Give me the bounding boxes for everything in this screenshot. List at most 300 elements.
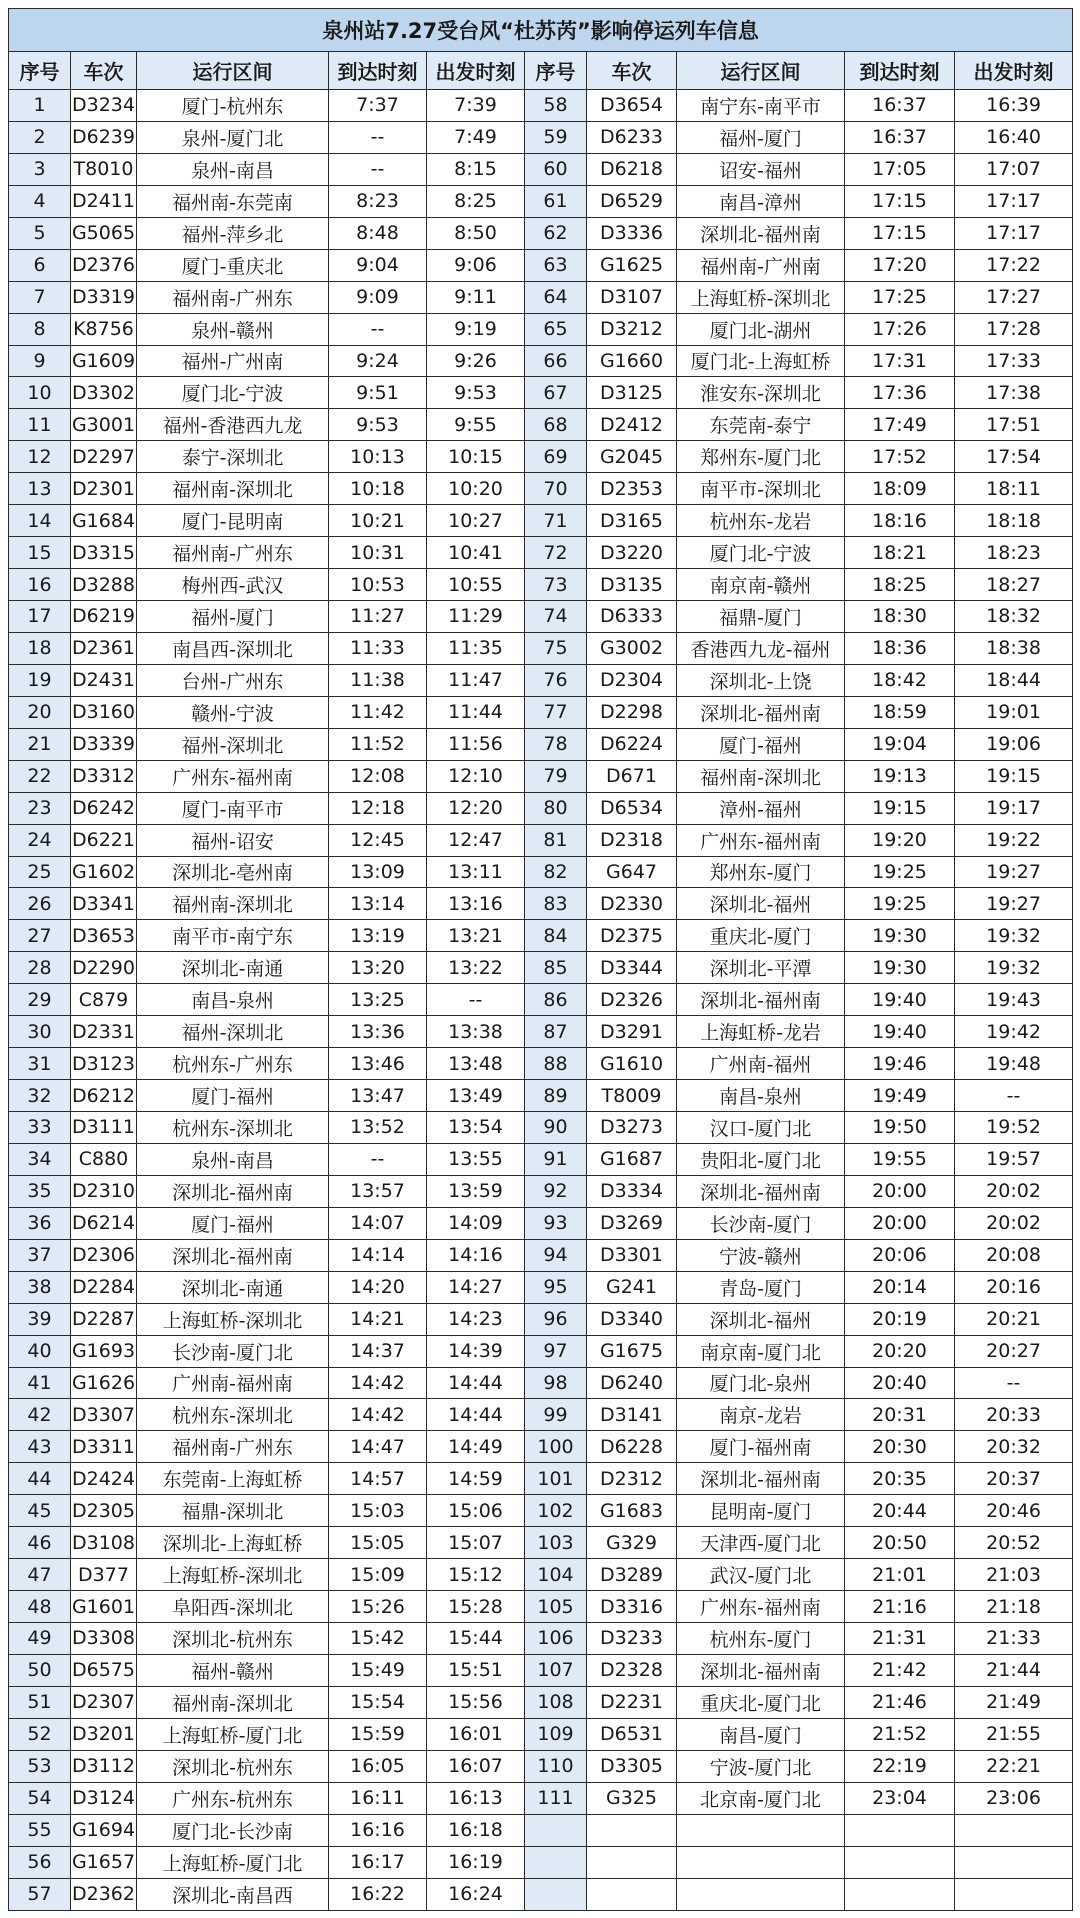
right-train-cell: D3654	[587, 90, 677, 122]
table-row	[9, 1591, 1073, 1623]
right-seq-cell: 62	[525, 217, 587, 249]
left-seq-cell: 25	[9, 856, 71, 888]
right-depart-cell: 17:17	[955, 217, 1073, 249]
right-route-cell: 深圳北-福州南	[677, 1654, 845, 1686]
right-train-cell: D3141	[587, 1399, 677, 1431]
right-route-cell: 深圳北-福州南	[677, 696, 845, 728]
left-route-cell: 深圳北-杭州东	[137, 1750, 329, 1782]
left-train-cell: G1694	[71, 1814, 137, 1846]
left-seq-cell: 56	[9, 1846, 71, 1878]
right-seq-cell: 74	[525, 601, 587, 633]
left-depart-cell: 8:50	[427, 217, 525, 249]
right-seq-cell: 95	[525, 1271, 587, 1303]
table-row	[9, 888, 1073, 920]
table-row	[9, 377, 1073, 409]
table-row	[9, 1463, 1073, 1495]
left-arrive-cell: 15:49	[329, 1654, 427, 1686]
left-arrive-cell: 11:27	[329, 601, 427, 633]
right-route-cell: 广州南-福州	[677, 1048, 845, 1080]
right-train-cell: D2304	[587, 664, 677, 696]
right-train-cell: D3334	[587, 1175, 677, 1207]
right-seq-cell: 81	[525, 824, 587, 856]
left-seq-cell: 9	[9, 345, 71, 377]
left-depart-cell: 10:15	[427, 441, 525, 473]
left-route-cell: 福州南-深圳北	[137, 473, 329, 505]
table-row	[9, 1750, 1073, 1782]
left-train-cell: D3653	[71, 920, 137, 952]
left-depart-cell: 9:11	[427, 281, 525, 313]
right-seq-cell: 94	[525, 1239, 587, 1271]
right-train-cell: D671	[587, 760, 677, 792]
table-row	[9, 1175, 1073, 1207]
right-arrive-cell: 17:52	[845, 441, 955, 473]
right-train-cell: D3344	[587, 952, 677, 984]
right-train-cell: G1660	[587, 345, 677, 377]
table-row	[9, 1143, 1073, 1175]
right-train-cell	[587, 1846, 677, 1878]
left-train-cell: D3307	[71, 1399, 137, 1431]
left-arrive-cell: --	[329, 313, 427, 345]
left-train-cell: D2301	[71, 473, 137, 505]
table-row	[9, 569, 1073, 601]
left-depart-cell: 13:21	[427, 920, 525, 952]
right-arrive-cell: 20:14	[845, 1271, 955, 1303]
right-route-cell: 东莞南-泰宁	[677, 409, 845, 441]
table-row	[9, 1367, 1073, 1399]
right-seq-cell: 88	[525, 1048, 587, 1080]
left-arrive-cell: 10:13	[329, 441, 427, 473]
right-route-cell: 郑州东-厦门	[677, 856, 845, 888]
right-train-cell: D3301	[587, 1239, 677, 1271]
left-seq-cell: 3	[9, 153, 71, 185]
left-train-cell: D3124	[71, 1782, 137, 1814]
left-route-cell: 泉州-厦门北	[137, 121, 329, 153]
left-seq-cell: 23	[9, 792, 71, 824]
left-route-cell: 南昌-泉州	[137, 984, 329, 1016]
right-seq-cell: 60	[525, 153, 587, 185]
right-route-cell: 诏安-福州	[677, 153, 845, 185]
left-train-cell: G3001	[71, 409, 137, 441]
table-row	[9, 1239, 1073, 1271]
left-arrive-cell: 13:14	[329, 888, 427, 920]
table-row	[9, 1399, 1073, 1431]
left-train-cell: G1684	[71, 505, 137, 537]
right-train-cell: D3305	[587, 1750, 677, 1782]
left-seq-cell: 40	[9, 1335, 71, 1367]
left-train-cell: D377	[71, 1559, 137, 1591]
left-depart-cell: 16:24	[427, 1878, 525, 1911]
right-depart-cell: 18:38	[955, 632, 1073, 664]
table-row	[9, 1048, 1073, 1080]
left-train-cell: D6242	[71, 792, 137, 824]
left-depart-cell: 9:06	[427, 249, 525, 281]
left-arrive-cell: 11:38	[329, 664, 427, 696]
left-depart-cell: 9:26	[427, 345, 525, 377]
table-row	[9, 664, 1073, 696]
table-row	[9, 441, 1073, 473]
right-train-cell: D2412	[587, 409, 677, 441]
left-arrive-cell: 10:53	[329, 569, 427, 601]
right-route-cell: 厦门北-湖州	[677, 313, 845, 345]
right-route-cell: 福鼎-厦门	[677, 601, 845, 633]
left-arrive-cell: 10:31	[329, 537, 427, 569]
right-route-cell	[677, 1814, 845, 1846]
left-route-cell: 深圳北-南通	[137, 952, 329, 984]
left-depart-cell: 13:16	[427, 888, 525, 920]
left-depart-cell: 9:53	[427, 377, 525, 409]
left-route-cell: 福州-深圳北	[137, 1016, 329, 1048]
right-arrive-cell: 17:15	[845, 217, 955, 249]
right-route-cell: 南京南-厦门北	[677, 1335, 845, 1367]
right-arrive-cell: 21:31	[845, 1623, 955, 1655]
right-seq-cell: 69	[525, 441, 587, 473]
left-arrive-cell: 13:47	[329, 1080, 427, 1112]
left-arrive-cell: 14:14	[329, 1239, 427, 1271]
right-seq-cell: 108	[525, 1686, 587, 1718]
left-train-cell: C879	[71, 984, 137, 1016]
left-arrive-cell: 14:21	[329, 1303, 427, 1335]
left-arrive-cell: 9:24	[329, 345, 427, 377]
left-depart-cell: 13:49	[427, 1080, 525, 1112]
right-train-cell: G1610	[587, 1048, 677, 1080]
left-depart-cell: 8:15	[427, 153, 525, 185]
right-route-cell: 深圳北-福州南	[677, 984, 845, 1016]
left-train-cell: D3311	[71, 1431, 137, 1463]
left-arrive-cell: 12:08	[329, 760, 427, 792]
left-depart-cell: 15:44	[427, 1623, 525, 1655]
right-depart-cell: 20:21	[955, 1303, 1073, 1335]
table-row	[9, 1335, 1073, 1367]
table-row	[9, 185, 1073, 217]
right-depart-cell: --	[955, 1367, 1073, 1399]
left-depart-cell: 13:55	[427, 1143, 525, 1175]
left-seq-cell: 49	[9, 1623, 71, 1655]
right-arrive-cell: 21:42	[845, 1654, 955, 1686]
right-depart-cell: 19:15	[955, 760, 1073, 792]
left-route-cell: 台州-广州东	[137, 664, 329, 696]
right-seq-cell: 86	[525, 984, 587, 1016]
left-route-cell: 杭州东-深圳北	[137, 1399, 329, 1431]
right-seq-cell: 99	[525, 1399, 587, 1431]
right-train-cell: D2328	[587, 1654, 677, 1686]
left-arrive-cell: 13:09	[329, 856, 427, 888]
left-arrive-cell: 14:47	[329, 1431, 427, 1463]
left-seq-cell: 8	[9, 313, 71, 345]
right-seq-cell: 111	[525, 1782, 587, 1814]
right-route-cell: 重庆北-厦门北	[677, 1686, 845, 1718]
right-depart-cell: 20:52	[955, 1527, 1073, 1559]
table-row	[9, 1718, 1073, 1750]
right-arrive-cell: 20:20	[845, 1335, 955, 1367]
left-depart-cell: 13:54	[427, 1112, 525, 1144]
right-seq-cell: 84	[525, 920, 587, 952]
table-row	[9, 920, 1073, 952]
left-route-cell: 南平市-南宁东	[137, 920, 329, 952]
left-depart-cell: 16:13	[427, 1782, 525, 1814]
left-arrive-cell: 14:42	[329, 1399, 427, 1431]
right-arrive-cell: 20:44	[845, 1495, 955, 1527]
right-seq-cell: 66	[525, 345, 587, 377]
left-seq-cell: 11	[9, 409, 71, 441]
table-title: 泉州站7.27受台风“杜苏芮”影响停运列车信息	[9, 9, 1073, 52]
left-depart-cell: 11:29	[427, 601, 525, 633]
right-depart-cell: 19:22	[955, 824, 1073, 856]
left-train-cell: G1601	[71, 1591, 137, 1623]
left-seq-cell: 16	[9, 569, 71, 601]
left-arrive-cell: 16:16	[329, 1814, 427, 1846]
left-depart-cell: 10:27	[427, 505, 525, 537]
left-arrive-cell: 13:20	[329, 952, 427, 984]
left-seq-cell: 38	[9, 1271, 71, 1303]
left-route-cell: 厦门北-宁波	[137, 377, 329, 409]
left-depart-cell: 10:55	[427, 569, 525, 601]
right-arrive-cell: 18:59	[845, 696, 955, 728]
right-seq-cell: 68	[525, 409, 587, 441]
right-depart-cell: 17:28	[955, 313, 1073, 345]
right-arrive-cell: 20:06	[845, 1239, 955, 1271]
right-train-cell: D3273	[587, 1112, 677, 1144]
right-arrive-cell: 20:50	[845, 1527, 955, 1559]
right-depart-cell: 19:06	[955, 728, 1073, 760]
right-seq-cell: 103	[525, 1527, 587, 1559]
left-arrive-cell: 11:52	[329, 728, 427, 760]
table-row	[9, 856, 1073, 888]
left-route-cell: 梅州西-武汉	[137, 569, 329, 601]
right-seq-cell: 61	[525, 185, 587, 217]
right-arrive-cell: 17:05	[845, 153, 955, 185]
left-train-cell: G1626	[71, 1367, 137, 1399]
left-arrive-cell: 11:42	[329, 696, 427, 728]
left-train-cell: G1602	[71, 856, 137, 888]
right-arrive-cell: 20:19	[845, 1303, 955, 1335]
table-row	[9, 1878, 1073, 1911]
left-train-cell: K8756	[71, 313, 137, 345]
right-train-cell: D6240	[587, 1367, 677, 1399]
right-route-cell: 昆明南-厦门	[677, 1495, 845, 1527]
right-depart-cell: 19:32	[955, 952, 1073, 984]
right-seq-cell: 64	[525, 281, 587, 313]
left-route-cell: 深圳北-南昌西	[137, 1878, 329, 1911]
right-seq-cell: 82	[525, 856, 587, 888]
left-depart-cell: 14:23	[427, 1303, 525, 1335]
left-train-cell: D6221	[71, 824, 137, 856]
right-train-cell: D6534	[587, 792, 677, 824]
title-row	[9, 9, 1073, 52]
right-arrive-cell: 19:25	[845, 856, 955, 888]
left-arrive-cell: 7:37	[329, 90, 427, 122]
right-depart-cell: 17:27	[955, 281, 1073, 313]
right-depart-cell: 19:57	[955, 1143, 1073, 1175]
right-route-cell: 宁波-赣州	[677, 1239, 845, 1271]
left-route-cell: 南昌西-深圳北	[137, 632, 329, 664]
left-arrive-cell: 13:36	[329, 1016, 427, 1048]
left-depart-cell: 12:47	[427, 824, 525, 856]
right-seq-cell: 102	[525, 1495, 587, 1527]
left-arrive-cell: --	[329, 121, 427, 153]
left-seq-cell: 55	[9, 1814, 71, 1846]
left-depart-cell: 11:35	[427, 632, 525, 664]
right-arrive-cell: 18:21	[845, 537, 955, 569]
right-train-cell: D2231	[587, 1686, 677, 1718]
right-route-cell: 南昌-漳州	[677, 185, 845, 217]
left-seq-cell: 17	[9, 601, 71, 633]
left-train-cell: D2411	[71, 185, 137, 217]
left-depart-cell: 13:48	[427, 1048, 525, 1080]
table-row	[9, 1846, 1073, 1878]
left-train-cell: D3341	[71, 888, 137, 920]
right-arrive-cell: 18:16	[845, 505, 955, 537]
left-depart-cell: 14:16	[427, 1239, 525, 1271]
right-arrive-cell: 21:46	[845, 1686, 955, 1718]
header-route-right: 运行区间	[677, 52, 845, 90]
left-seq-cell: 44	[9, 1463, 71, 1495]
right-depart-cell: 19:01	[955, 696, 1073, 728]
right-route-cell: 上海虹桥-龙岩	[677, 1016, 845, 1048]
right-arrive-cell: 17:25	[845, 281, 955, 313]
left-arrive-cell: 15:05	[329, 1527, 427, 1559]
left-seq-cell: 52	[9, 1718, 71, 1750]
left-seq-cell: 32	[9, 1080, 71, 1112]
left-depart-cell: 15:56	[427, 1686, 525, 1718]
left-depart-cell: 13:38	[427, 1016, 525, 1048]
left-arrive-cell: 12:45	[329, 824, 427, 856]
right-depart-cell: 20:37	[955, 1463, 1073, 1495]
right-train-cell: D2375	[587, 920, 677, 952]
left-depart-cell: 14:44	[427, 1399, 525, 1431]
left-route-cell: 厦门-杭州东	[137, 90, 329, 122]
right-route-cell: 福州南-深圳北	[677, 760, 845, 792]
right-route-cell: 淮安东-深圳北	[677, 377, 845, 409]
right-arrive-cell: 19:30	[845, 920, 955, 952]
left-arrive-cell: 15:54	[329, 1686, 427, 1718]
right-arrive-cell: 16:37	[845, 90, 955, 122]
left-train-cell: D2376	[71, 249, 137, 281]
table-row	[9, 601, 1073, 633]
right-depart-cell: 19:32	[955, 920, 1073, 952]
left-route-cell: 深圳北-福州南	[137, 1239, 329, 1271]
right-train-cell: T8009	[587, 1080, 677, 1112]
right-train-cell: D2330	[587, 888, 677, 920]
left-train-cell: C880	[71, 1143, 137, 1175]
header-train-left: 车次	[71, 52, 137, 90]
left-train-cell: D3111	[71, 1112, 137, 1144]
left-route-cell: 深圳北-南通	[137, 1271, 329, 1303]
left-seq-cell: 36	[9, 1207, 71, 1239]
left-route-cell: 杭州东-广州东	[137, 1048, 329, 1080]
left-route-cell: 厦门-南平市	[137, 792, 329, 824]
left-depart-cell: --	[427, 984, 525, 1016]
right-route-cell: 香港西九龙-福州	[677, 632, 845, 664]
right-route-cell: 南宁东-南平市	[677, 90, 845, 122]
right-train-cell	[587, 1814, 677, 1846]
left-route-cell: 深圳北-亳州南	[137, 856, 329, 888]
left-arrive-cell: 14:57	[329, 1463, 427, 1495]
left-arrive-cell: 13:52	[329, 1112, 427, 1144]
right-depart-cell: 20:02	[955, 1175, 1073, 1207]
left-arrive-cell: 16:17	[329, 1846, 427, 1878]
right-train-cell: D6333	[587, 601, 677, 633]
right-depart-cell: 16:40	[955, 121, 1073, 153]
right-route-cell: 宁波-厦门北	[677, 1750, 845, 1782]
right-route-cell: 深圳北-福州南	[677, 1463, 845, 1495]
right-route-cell: 重庆北-厦门	[677, 920, 845, 952]
left-arrive-cell: 15:03	[329, 1495, 427, 1527]
right-depart-cell: 20:02	[955, 1207, 1073, 1239]
right-arrive-cell: 18:36	[845, 632, 955, 664]
table-row	[9, 473, 1073, 505]
left-depart-cell: 7:39	[427, 90, 525, 122]
right-depart-cell: 21:49	[955, 1686, 1073, 1718]
right-train-cell: D2298	[587, 696, 677, 728]
right-seq-cell: 76	[525, 664, 587, 696]
left-route-cell: 福州-赣州	[137, 1654, 329, 1686]
left-train-cell: D3319	[71, 281, 137, 313]
left-seq-cell: 27	[9, 920, 71, 952]
right-depart-cell: 19:42	[955, 1016, 1073, 1048]
table-row	[9, 1782, 1073, 1814]
left-route-cell: 福州-厦门	[137, 601, 329, 633]
left-route-cell: 泉州-赣州	[137, 313, 329, 345]
right-seq-cell: 77	[525, 696, 587, 728]
schedule-container	[8, 8, 1072, 1911]
right-depart-cell	[955, 1814, 1073, 1846]
table-row	[9, 952, 1073, 984]
left-arrive-cell: 8:23	[329, 185, 427, 217]
right-arrive-cell: 19:15	[845, 792, 955, 824]
right-seq-cell: 105	[525, 1591, 587, 1623]
header-arrive-left: 到达时刻	[329, 52, 427, 90]
left-train-cell: D2310	[71, 1175, 137, 1207]
left-arrive-cell: 14:37	[329, 1335, 427, 1367]
right-seq-cell: 85	[525, 952, 587, 984]
right-seq-cell: 92	[525, 1175, 587, 1207]
left-arrive-cell: --	[329, 153, 427, 185]
left-route-cell: 厦门-福州	[137, 1080, 329, 1112]
right-depart-cell: 19:17	[955, 792, 1073, 824]
right-arrive-cell: 18:09	[845, 473, 955, 505]
left-seq-cell: 54	[9, 1782, 71, 1814]
right-depart-cell: 17:17	[955, 185, 1073, 217]
right-depart-cell	[955, 1878, 1073, 1911]
right-arrive-cell: 20:00	[845, 1207, 955, 1239]
left-train-cell: T8010	[71, 153, 137, 185]
table-row	[9, 537, 1073, 569]
right-depart-cell: 20:27	[955, 1335, 1073, 1367]
right-seq-cell: 87	[525, 1016, 587, 1048]
right-seq-cell: 106	[525, 1623, 587, 1655]
right-seq-cell: 70	[525, 473, 587, 505]
right-depart-cell: 17:07	[955, 153, 1073, 185]
left-route-cell: 厦门北-长沙南	[137, 1814, 329, 1846]
right-depart-cell: 18:23	[955, 537, 1073, 569]
left-train-cell: D3123	[71, 1048, 137, 1080]
right-train-cell: D3220	[587, 537, 677, 569]
header-seq-left: 序号	[9, 52, 71, 90]
left-seq-cell: 14	[9, 505, 71, 537]
table-row	[9, 1080, 1073, 1112]
right-arrive-cell: 19:55	[845, 1143, 955, 1175]
right-depart-cell: 16:39	[955, 90, 1073, 122]
left-arrive-cell: 13:57	[329, 1175, 427, 1207]
left-seq-cell: 24	[9, 824, 71, 856]
right-arrive-cell: 17:36	[845, 377, 955, 409]
right-depart-cell: 17:54	[955, 441, 1073, 473]
right-route-cell	[677, 1846, 845, 1878]
table-row	[9, 824, 1073, 856]
left-route-cell: 广州东-福州南	[137, 760, 329, 792]
right-route-cell: 福州-厦门	[677, 121, 845, 153]
left-seq-cell: 1	[9, 90, 71, 122]
